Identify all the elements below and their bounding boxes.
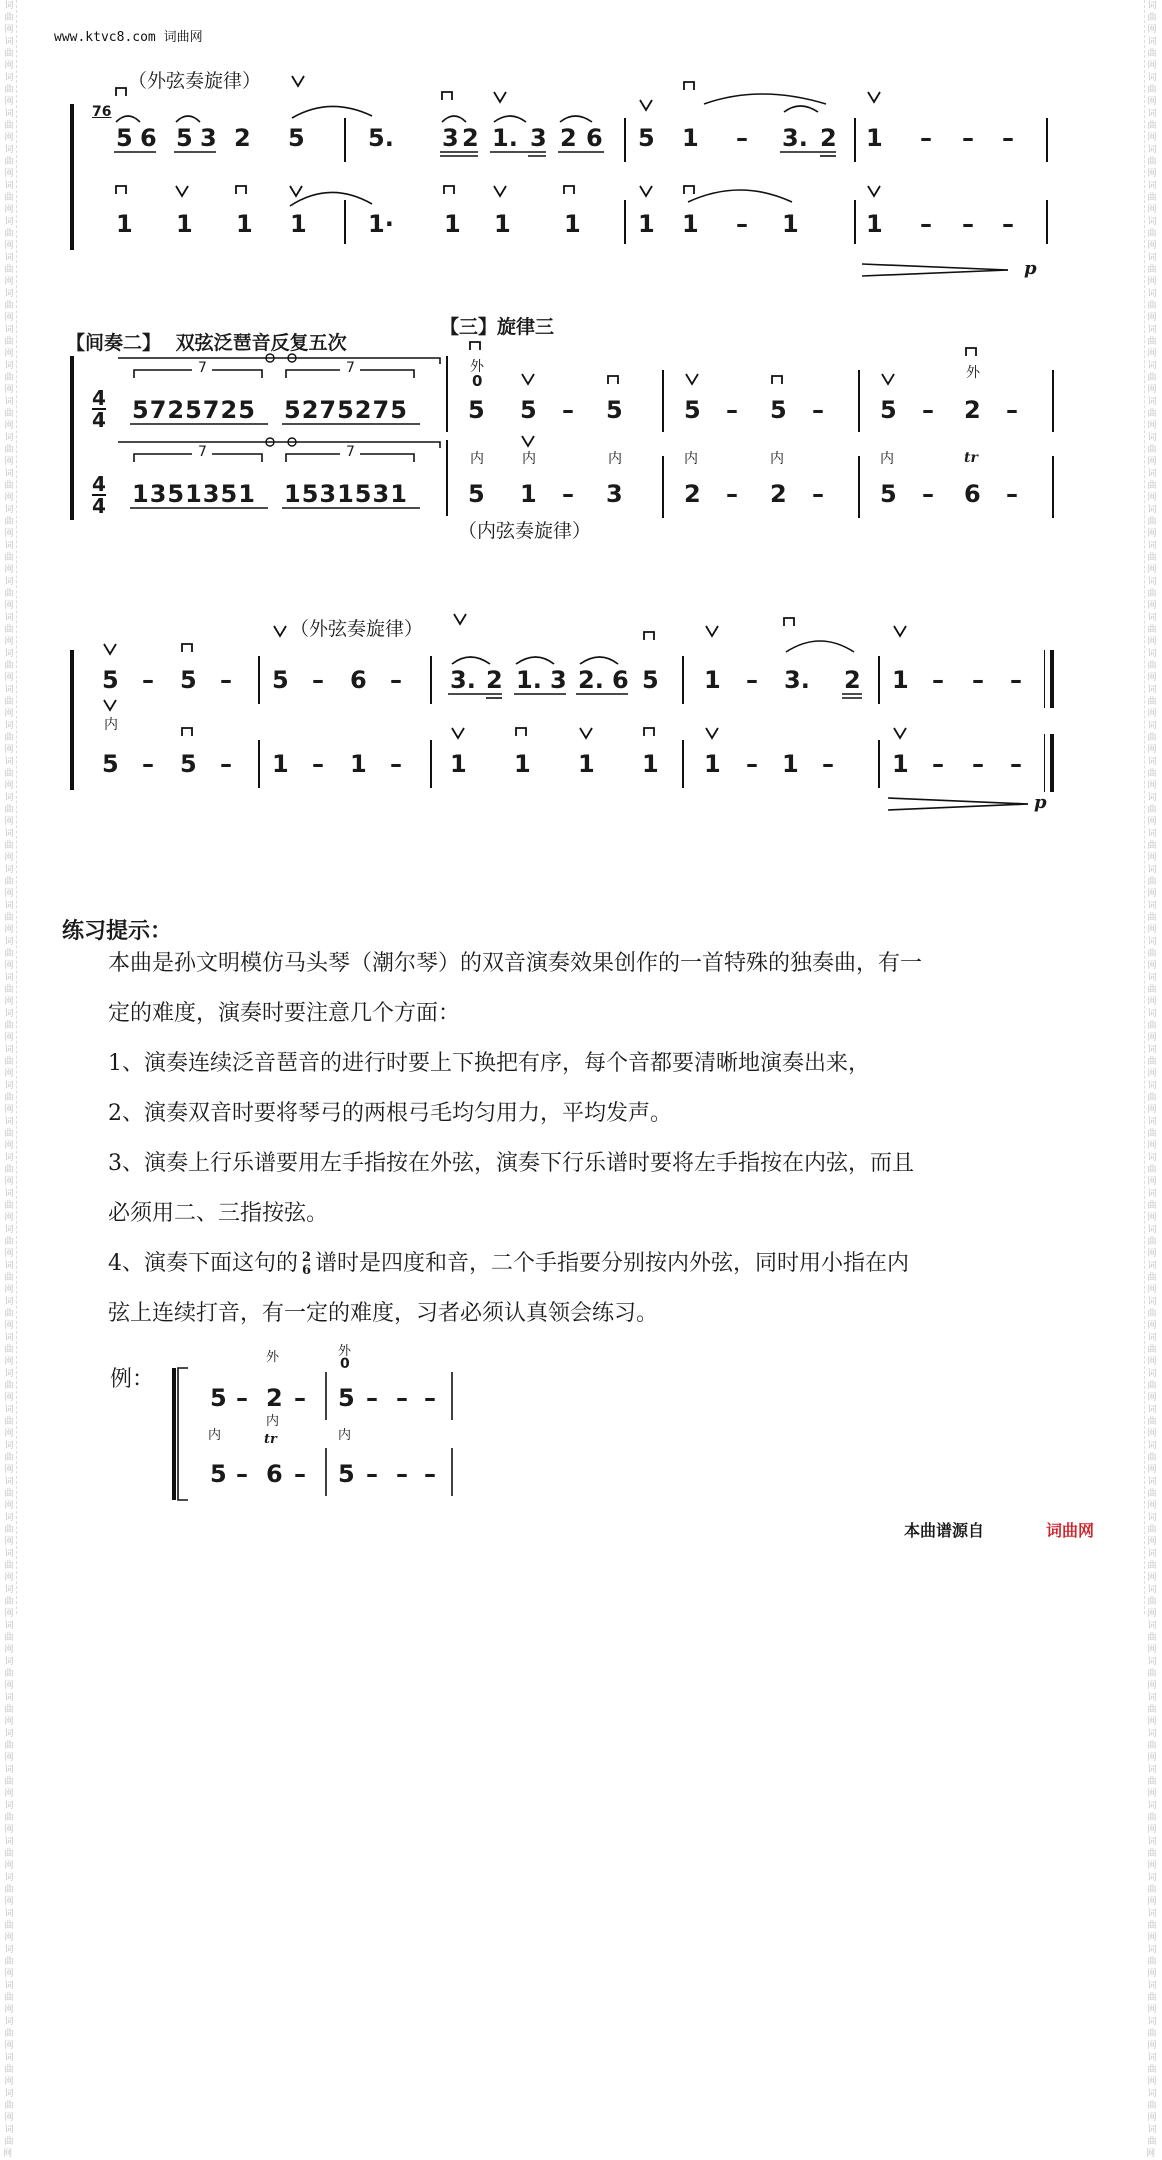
note: – [366,1460,378,1488]
tips-line: 定的难度，演奏时要注意几个方面： [108,1001,461,1026]
inner-string-mark: 内 [266,1414,280,1429]
note: 2 [684,480,701,508]
note: – [1010,666,1022,694]
note: 5 [102,750,119,778]
slur [176,116,200,122]
slur [494,116,526,122]
note: 3 [530,124,547,152]
note: – [1002,124,1014,152]
note: 3 [442,124,459,152]
tuplet-number: 7 [346,360,355,376]
tips-line: 2、演奏双音时要将琴弓的两根弓毛均匀用力，平均发声。 [108,1101,672,1126]
note: – [812,396,824,424]
outer-string-mark: 外 [266,1350,280,1365]
note: – [390,750,402,778]
note: 5 [288,124,305,152]
note: – [220,750,232,778]
note: 5 [468,480,485,508]
trill-mark: tr [964,450,978,466]
note: 2 [770,480,787,508]
note: 1 [642,750,659,778]
note: – [236,1460,248,1488]
note: – [972,750,984,778]
system-1-annotation: （外弦奏旋律） [128,70,262,92]
note: 5 [210,1460,227,1488]
note: 5 [272,666,289,694]
slur [784,106,818,112]
note: 5 [880,396,897,424]
note: – [812,480,824,508]
note: 1 [866,124,883,152]
inner-string-mark: 内 [208,1428,222,1443]
note: 1 [892,666,909,694]
ts-num: 4 [92,386,106,410]
note: – [396,1460,408,1488]
slur [516,657,554,664]
note: – [922,480,934,508]
note: – [746,750,758,778]
note: 5 [338,1384,355,1412]
slur [688,190,792,202]
note: 5 [116,124,133,152]
slur [290,192,372,206]
note: 1· [368,210,394,238]
note: 2 [266,1384,283,1412]
note: – [424,1460,436,1488]
note: – [736,124,748,152]
note: 2 [820,124,837,152]
note: 1 [866,210,883,238]
interlude-description: 双弦泛琶音反复五次 [175,332,347,354]
note: 1 [704,750,721,778]
note: 6 [612,666,629,694]
note: 6 [586,124,603,152]
note: 1 [444,210,461,238]
note: 2. [578,666,604,694]
note: – [1006,396,1018,424]
note: – [962,210,974,238]
note: 1 [116,210,133,238]
footer-source-text: 本曲谱源自 [904,1521,985,1540]
system-3-annotation: （外弦奏旋律） [290,618,424,640]
note: – [236,1384,248,1412]
note: 3. [782,124,808,152]
note: 6 [350,666,367,694]
slur [560,116,592,122]
footer-brand-logo[interactable]: 词曲网 [1046,1521,1095,1540]
note: 5 [338,1460,355,1488]
note: – [294,1460,306,1488]
note: – [312,666,324,694]
note: 1 [236,210,253,238]
note: – [920,124,932,152]
note: – [822,750,834,778]
note: 1 [682,210,699,238]
note: 5 [180,666,197,694]
tips-title: 练习提示： [62,919,173,944]
tips-line-4-end: 谱时是四度和音，二个手指要分别按内外弦，同时用小指在内 [315,1251,910,1276]
inner-string-mark: 内 [880,451,894,467]
open-string-mark: 0 [340,1356,350,1372]
note: – [1006,480,1018,508]
site-url: www.ktvc8.com [54,30,156,45]
dynamic-p: p [1034,792,1047,813]
note: – [424,1384,436,1412]
note: – [932,750,944,778]
note: 1 [578,750,595,778]
note: 2 [462,124,479,152]
note: – [726,396,738,424]
arpeggio-top-1: 5725725 [132,396,256,424]
note: 1 [290,210,307,238]
tuplet-number: 7 [346,444,355,460]
tips-line: 弦上连续打音，有一定的难度，习者必须认真领会练习。 [108,1301,659,1326]
note: 1 [892,750,909,778]
inner-string-mark: 内 [470,451,484,467]
note: 3. [450,666,476,694]
note: 2 [844,666,861,694]
note: 1 [514,750,531,778]
note: – [746,666,758,694]
tips-line-4 [108,1246,909,1277]
note: 3. [784,666,810,694]
slur [452,657,490,664]
slur [442,116,466,122]
tips-line-4-start: 4、演奏下面这句的 [108,1251,298,1276]
note: – [312,750,324,778]
note: 5 [684,396,701,424]
right-watermark-strip: 词曲网 词曲网 词曲网 词曲网 词曲网 词曲网 词曲网 词曲网 词曲网 词曲网 词曲网 词曲网 词曲网 词曲网 词曲网 词曲网 词曲网 词曲网 词曲网 词曲网 词曲网 词曲网 词曲网 词曲网 词曲网 词曲网 词曲网 词曲网 词曲网 词曲网 词曲网 词曲网 词曲网 词曲网 词曲网 词曲网 词曲网 词曲网 词曲网 词曲网 词曲网 词曲网 词曲网 词曲网 词曲网 词曲网 词曲网 词曲网 词曲网 词曲网 词曲网 词曲网 词曲网 词曲网 词曲网 词曲网 词曲网 词曲网 词曲网 词曲网 [1144,0,1159,1614]
note: 1 [350,750,367,778]
ts-num: 2 [302,1250,312,1265]
note: – [1002,210,1014,238]
note: 6 [140,124,157,152]
note: 5 [520,396,537,424]
note: 1 [520,480,537,508]
outer-string-mark: 外 [966,365,980,381]
note: – [562,480,574,508]
note: 2 [560,124,577,152]
ts-num: 4 [92,472,106,496]
inner-string-mark: 内 [608,451,622,467]
ts-den: 4 [92,408,106,432]
note: 1 [494,210,511,238]
note: 1 [704,666,721,694]
note: 5 [638,124,655,152]
note: 5 [468,396,485,424]
note: 5 [642,666,659,694]
note: 5 [606,396,623,424]
note: 5. [368,124,394,152]
note: 3 [200,124,217,152]
note: 5 [180,750,197,778]
note: 5 [770,396,787,424]
note: 1 [176,210,193,238]
note: 3 [606,480,623,508]
ts-den: 4 [92,494,106,518]
inner-string-mark: 内 [338,1428,352,1443]
note: 2 [234,124,251,152]
left-watermark-strip: 词曲网 词曲网 词曲网 词曲网 词曲网 词曲网 词曲网 词曲网 词曲网 词曲网 词曲网 词曲网 词曲网 词曲网 词曲网 词曲网 词曲网 词曲网 词曲网 词曲网 词曲网 词曲网 词曲网 词曲网 词曲网 词曲网 词曲网 词曲网 词曲网 词曲网 词曲网 词曲网 词曲网 词曲网 词曲网 词曲网 词曲网 词曲网 词曲网 词曲网 词曲网 词曲网 词曲网 词曲网 词曲网 词曲网 词曲网 词曲网 词曲网 词曲网 词曲网 词曲网 词曲网 词曲网 词曲网 词曲网 词曲网 词曲网 词曲网 词曲网 [3,1,17,2159]
inline-time-signature [302,1251,311,1277]
note: 5 [102,666,119,694]
note: 6 [964,480,981,508]
tips-line: 必须用二、三指按弦。 [108,1201,329,1226]
tips-line: 3、演奏上行乐谱要用左手指按在外弦，演奏下行乐谱时要将左手指按在内弦，而且 [108,1151,914,1176]
inner-melody-annotation: （内弦奏旋律） [458,520,592,542]
arpeggio-bottom-2: 1531531 [284,480,408,508]
note: 1 [682,124,699,152]
note: 1 [638,210,655,238]
tuplet-number: 7 [198,444,207,460]
note: 1 [450,750,467,778]
note: – [736,210,748,238]
note: 5 [880,480,897,508]
note: – [366,1384,378,1412]
note: – [142,750,154,778]
tuplet-number: 7 [198,360,207,376]
note: 2 [964,396,981,424]
note: – [920,210,932,238]
note: 3 [550,666,567,694]
example-label: 例： [110,1367,155,1392]
note: – [922,396,934,424]
note: 1 [272,750,289,778]
note: – [390,666,402,694]
ts-den: 6 [302,1263,312,1278]
interlude-label: 【间奏二】 [66,332,162,354]
note: 5 [176,124,193,152]
slur [786,641,854,652]
arpeggio-bottom-1: 1351351 [132,480,256,508]
open-string-mark: 0 [472,372,483,390]
dynamic-p: p [1024,258,1037,279]
inner-string-mark: 内 [104,717,118,733]
slur [292,106,372,118]
note: 1 [782,210,799,238]
trill-mark: tr [264,1432,277,1447]
note: – [294,1384,306,1412]
note: – [726,480,738,508]
note: 5 [210,1384,227,1412]
tips-line: 1、演奏连续泛音琶音的进行时要上下换把有序，每个音都要清晰地演奏出来， [108,1051,870,1076]
note: 1. [492,124,518,152]
note: – [932,666,944,694]
slur [116,116,140,122]
note: – [562,396,574,424]
inner-string-mark: 内 [770,451,784,467]
inner-string-mark: 内 [522,451,536,467]
inner-string-mark: 内 [684,451,698,467]
section-melody-3: 【三】旋律三 [440,316,555,338]
note: – [142,666,154,694]
note: – [972,666,984,694]
outer-string-mark: 外 [338,1344,352,1359]
note: 2 [486,666,503,694]
tips-line: 本曲是孙文明模仿马头琴（潮尔琴）的双音演奏效果创作的一首特殊的独奏曲，有一 [108,951,923,976]
system-1-pickup: 76 [92,104,112,120]
slur [580,657,618,664]
note: 1. [516,666,542,694]
arpeggio-top-2: 5275275 [284,396,408,424]
note: – [396,1384,408,1412]
note: – [1010,750,1022,778]
site-name: 词曲网 [163,30,203,45]
note: – [962,124,974,152]
note: 1 [564,210,581,238]
note: 1 [782,750,799,778]
note: – [220,666,232,694]
outer-string-mark: 外 [470,359,484,375]
slur [704,94,826,104]
note: 6 [266,1460,283,1488]
